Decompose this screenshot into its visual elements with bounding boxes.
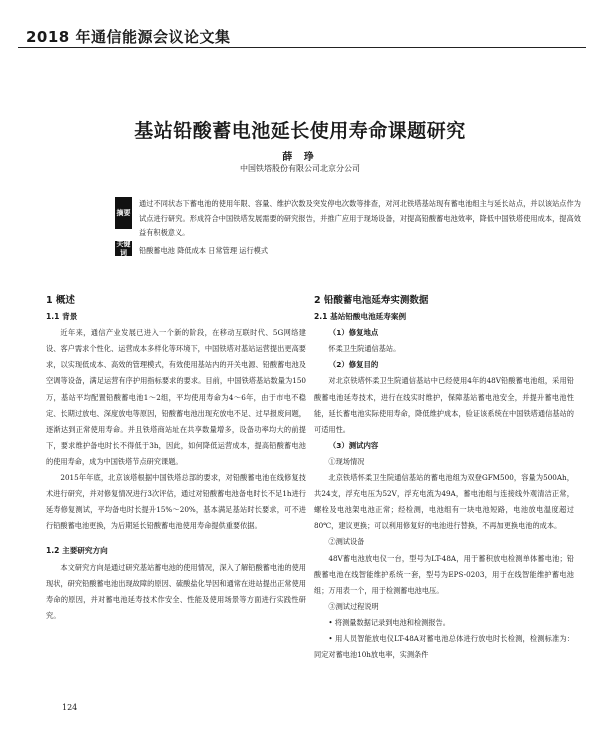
item-1-heading: ①现场情况: [328, 456, 365, 466]
author: 薛 琤: [282, 152, 318, 163]
section-1-2-heading: 1.2 主要研究方向: [46, 546, 108, 556]
header-rule: [18, 47, 586, 48]
bullet-2: • 用人员智能放电仪LT-48A对蓄电池总体进行放电时长检测，检测标准为：同定对蓄电池10h放电率，实测条件: [314, 633, 574, 660]
subsection-1-text: 怀柔卫生院通信基站。: [328, 344, 401, 354]
section-1-2-paragraph-1: 本文研究方向是通过研究基站蓄电池的使用情况，深入了解铅酸蓄电池的使用现状，研究铅酸蓄电池出现故障的原因、硫酸盐化导因和通常在进站提出正常使用寿命的原因，并对蓄电池延寿技术作安全、性能及使用场景等方面进行实践性研究。: [46, 562, 306, 620]
subsection-1-heading: （1）修复地点: [328, 328, 379, 338]
bullet-1: • 将测量数据记录到电池和检测报告。: [328, 617, 450, 627]
section-1-1-paragraph-2: 2015年年底，北京该塔根据中国铁塔总部的要求，对铅酸蓄电池在线修复技术进行研究，并对修复情况进行3次评估，通过对铅酸蓄电池备电时长不足1h进行延寿修复测试，平均备电时长提升15%～20%，基本满足基站时长要求，可不进行铅酸蓄电池更换，为后期延长铅酸蓄电池使用寿命提供重要依据。: [46, 473, 306, 531]
abstract-text: 通过不同状态下蓄电池的使用年限、容量、维护次数及突发停电次数等排查，对河北铁塔基站现有蓄电池组主与延长站点，并以该站点作为试点进行研究。形成符合中国铁塔发展需要的研究报告，并推广应用于现场设备，对提高铅酸蓄电池效率，降低中国铁塔使用成本，提高效益有积极意义。: [139, 199, 581, 237]
item-2-text: 48V蓄电池放电仪一台，型号为LT-48A，用于蓄积放电检测单体蓄电池；铅酸蓄电池在线智能维护系统一套，型号为EPS-0203，用于在线智能维护蓄电池组；万用表一个，用于检测蓄电池电压。: [314, 553, 574, 595]
keywords-label: 关键词: [116, 239, 131, 257]
left-column: [46, 293, 306, 624]
subsection-2-heading: （2）修复目的: [328, 360, 379, 370]
abstract-label: 摘要: [115, 197, 132, 229]
subsection-3-heading: （3）测试内容: [328, 440, 379, 450]
section-2-heading: 2 铅酸蓄电池延寿实测数据: [314, 295, 429, 306]
running-header: 2018 年通信能源会议论文集: [26, 28, 231, 46]
section-2-1-heading: 2.1 基站铅酸电池延寿案例: [314, 312, 407, 322]
item-3-heading: ③测试过程说明: [328, 601, 379, 611]
section-1-1-paragraph-1: 近年来，通信产业发展已进入一个新的阶段，在移动互联时代、5G网络建设、客户需求个性化、运营成本多样化等环境下，中国铁塔对基站运营提出更高要求，以实现低成本、高效的管理模式，有效使用基站内的开关电源、铅酸蓄电池及空调等设备，满足运营有序护用指标要求的要求。目前，中国铁塔基站数量为150万，基站平均配置铅酸蓄电池1～2组，平均使用寿命为4～6年，由于市电不稳定、长期过放电、深度放电等原因，铅酸蓄电池出现充放电不足、过早报废问题，逐渐达到正常使用寿命。并且铁塔商站址在共享数量增多，设备功率均大的前提下，要求维护备电时长不得低于3h，因此，如何降低运营成本，提高铅酸蓄电池的使用寿命，成为中国铁塔节点研究课题。: [46, 328, 306, 466]
keywords-text: 铅酸蓄电池 降低成本 日常管理 运行模式: [139, 246, 269, 255]
subsection-2-text: 对北京铁塔怀柔卫生院通信基站中已经使用4年的48V铅酸蓄电池组，采用铅酸蓄电池延寿技术，进行在线实时维护，保障基站蓄电池安全，并提升蓄电池性能，延长蓄电池实际使用寿命，降低维护成本，验证该系统在中国铁塔通信基站的可适用性。: [314, 376, 574, 434]
item-2-heading: ②测试设备: [328, 537, 365, 547]
item-1-text: 北京铁塔怀柔卫生院通信基站的蓄电池组为双登GFM500，容量为500Ah，共24支，浮充电压为52V，浮充电流为49A，蓄电池组与连接线外观清洁正常，螺栓及电池架电池正常；经检测，电池组有一块电池短路，电池放电温度超过80℃，建议更换；可以利用修复好的电池进行替换，不再加更换电池的成本。: [314, 473, 574, 531]
affiliation: 中国铁塔股份有限公司北京分公司: [240, 164, 360, 173]
section-1-heading: 1 概述: [46, 295, 75, 306]
page-number: 124: [62, 703, 78, 712]
paper-title: 基站铅酸蓄电池延长使用寿命课题研究: [134, 120, 466, 142]
right-column: [314, 293, 574, 663]
section-1-1-heading: 1.1 背景: [46, 312, 78, 322]
